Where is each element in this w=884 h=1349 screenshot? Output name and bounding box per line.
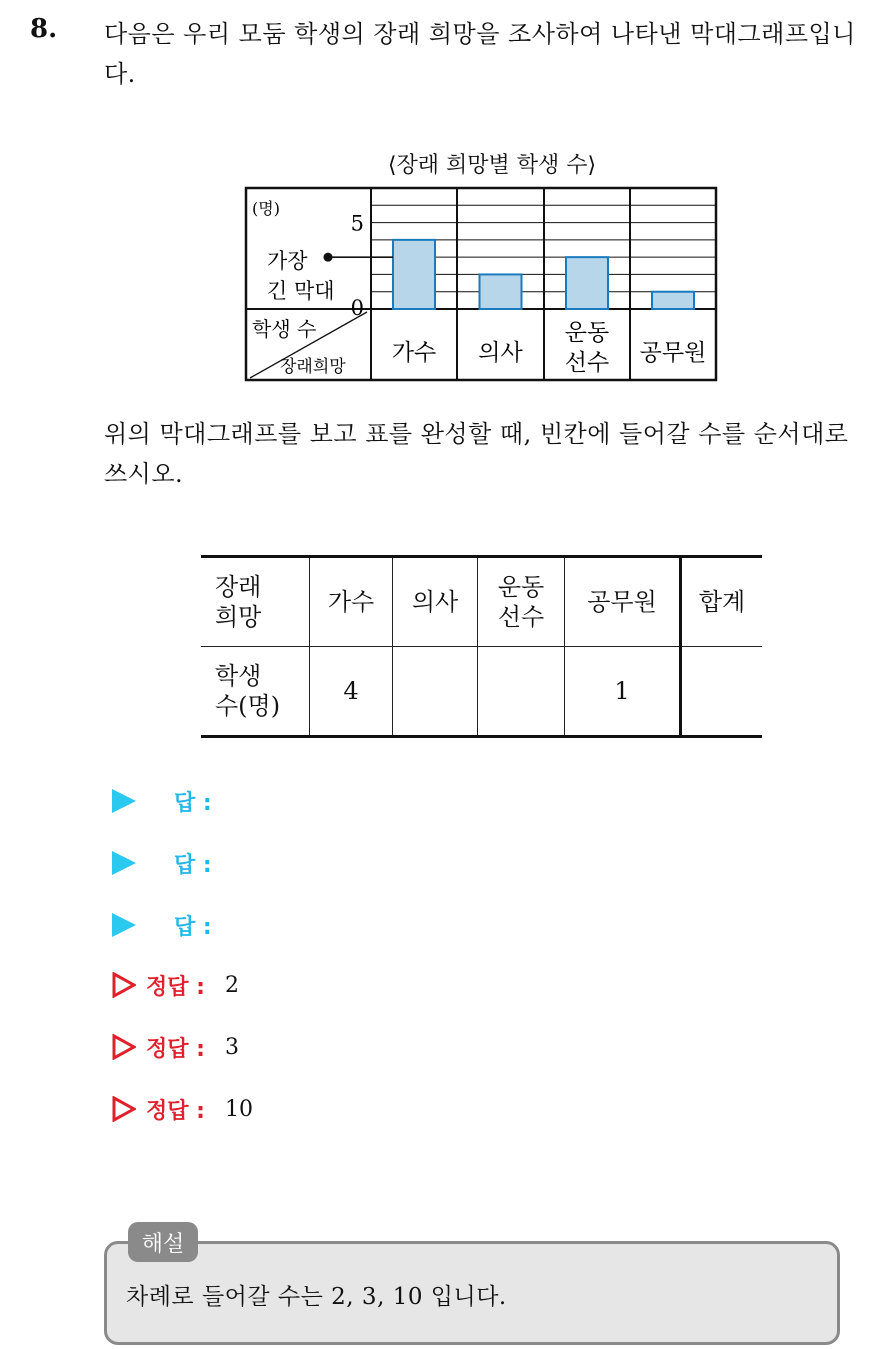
instruction-text: 위의 막대그래프를 보고 표를 완성할 때, 빈칸에 들어갈 수를 순서대로 쓰시오.: [104, 420, 849, 488]
table-header-cell: 가수: [310, 557, 393, 647]
outline-arrow-icon: [112, 972, 136, 998]
annotation-line1: 가장: [267, 249, 308, 273]
outline-arrow-icon: [112, 1096, 136, 1122]
answer-line[interactable]: [112, 786, 212, 816]
bar: [393, 240, 435, 309]
explanation-text: 차례로 들어갈 수는 2, 3, 10 입니다.: [126, 1284, 507, 1310]
bar: [566, 257, 608, 309]
bar: [480, 274, 522, 309]
correct-answer-label: 정답 :: [146, 1036, 205, 1062]
bar: [652, 292, 694, 309]
chart-title: ⟨장래 희망별 학생 수⟩: [387, 153, 597, 178]
explanation-tag: 해설: [128, 1222, 198, 1262]
table-cell-blank[interactable]: [681, 647, 763, 737]
category-label: 가수: [391, 340, 437, 366]
category-label: 운동 선수: [564, 320, 610, 376]
question-number: 8.: [30, 14, 58, 44]
data-table: [201, 555, 762, 738]
answer-label: 답 :: [174, 790, 212, 816]
correct-answer-value: 10: [224, 1096, 253, 1122]
play-arrow-icon: [112, 913, 136, 937]
table-header-cell: 운동 선수: [478, 557, 565, 647]
table-cell: 1: [565, 647, 681, 737]
y-tick-label: 5: [350, 211, 364, 236]
correct-answer-label: 정답 :: [146, 974, 205, 1000]
correct-answer-value: 2: [224, 972, 239, 998]
answer-line[interactable]: [112, 848, 212, 878]
play-arrow-icon: [112, 789, 136, 813]
correct-answer-line: [112, 970, 239, 1000]
table-header-cell: 합계: [681, 557, 763, 647]
answer-line[interactable]: [112, 910, 212, 940]
correct-answer-label: 정답 :: [146, 1098, 205, 1124]
category-label: 의사: [478, 340, 523, 366]
table-cell: 4: [310, 647, 393, 737]
y-tick-label: 0: [350, 296, 364, 320]
bar-chart: [240, 180, 720, 386]
answer-label: 답 :: [174, 852, 212, 878]
table-header-cell: 공무원: [565, 557, 681, 647]
y-unit-label: (명): [252, 199, 280, 218]
table-cell-blank[interactable]: [478, 647, 565, 737]
outline-arrow-icon: [112, 1034, 136, 1060]
play-arrow-icon: [112, 851, 136, 875]
table-header-cell: 장래 희망: [201, 557, 310, 647]
table-cell-blank[interactable]: [393, 647, 478, 737]
correct-answer-value: 3: [224, 1034, 239, 1060]
corner-top-label: 학생 수: [252, 317, 317, 341]
table-row-label: 학생 수(명): [201, 647, 310, 737]
answer-label: 답 :: [174, 914, 212, 940]
correct-answer-line: [112, 1032, 239, 1062]
category-label: 공무원: [639, 340, 707, 366]
annotation-line2: 긴 막대: [267, 279, 335, 303]
correct-answer-line: [112, 1094, 253, 1124]
question-text: 다음은 우리 모둠 학생의 장래 희망을 조사하여 나타낸 막대그래프입니다.: [104, 20, 856, 88]
table-header-cell: 의사: [393, 557, 478, 647]
corner-bottom-label: 장래희망: [280, 357, 346, 377]
